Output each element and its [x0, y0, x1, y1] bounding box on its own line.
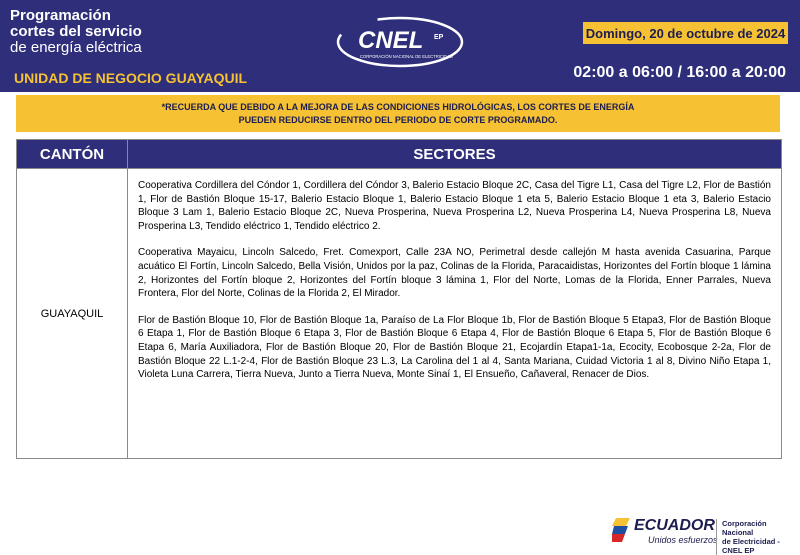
logo-wordmark: CNEL [358, 27, 424, 54]
notice-banner [16, 95, 780, 132]
column-header-sectors: SECTORES [128, 140, 782, 169]
footer-logo [612, 514, 792, 555]
sectors-paragraph-2: Cooperativa Mayaicu, Lincoln Salcedo, Fret. Comexport, Calle 23A NO, Perimetral desde callejón M hasta avenida Casuarina, Parque acuático El Fortín, Lincoln Salcedo, Bella Visión, Unidos por la paz, Colinas de la Florida, Paracaidistas, Horizontes del Fortín bloque 1 lámina 2, Horizontes del Fortín bloque 2, Horizontes del Fortín bloque 3 lámina 1, Flor del Norte, Lomas de la Florida, Enner Parrales, Nueva Frontera, Flor del Norte, Colinas de la Florida 2, El Mirador. [138, 247, 771, 300]
schedule-table [16, 139, 782, 459]
business-unit: UNIDAD DE NEGOCIO GUAYAQUIL [14, 70, 248, 86]
logo-subtitle: CORPORACIÓN NACIONAL DE ELECTRICIDAD [360, 54, 453, 59]
notice-line-1: *RECUERDA QUE DEBIDO A LA MEJORA DE LAS CONDICIONES HIDROLÓGICAS, LOS CORTES DE ENERGÍA [161, 101, 635, 112]
sectors-paragraph-3: Flor de Bastión Bloque 10, Flor de Bastión Bloque 1a, Paraíso de La Flor Bloque 1b, Flor de Bastión Bloque 5 Etapa3, Flor de Bastión Bloque 6 Etapa 1, Flor de Bastión Bloque 6 Etapa 3, Flor de Bastión Bloque 6 Etapa 4, Flor de Bastión Bloque 6 Etapa 5, Flor de Bastión Bloque 6 Etapa 6, María Auxiliadora, Flor de Bastión Bloque 20, Flor de Bastión Bloque 21, Ecojardín Etapa1-1a, Ecocity, Ecobosque 2-2a, Flor de Bastión Bloque 22 L.1-2-4, Flor de Bastión Bloque 23 L.3, La Carolina del 1 al 4, Santa Mariana, Cuidad Victoria 1 al 8, Divino Niño Etapa 1, Violeta Luna Carrera, Tierra Nueva, Junto a Tierra Nueva, Monte Sinaí 1, El Ensueño, Cañaveral, Renacer de Dios. [138, 314, 771, 381]
title-line-1: Programación [10, 7, 111, 24]
title-line-3: de energía eléctrica [10, 39, 142, 56]
cnel-logo-icon [330, 12, 470, 72]
footer-org [716, 519, 792, 555]
footer-slogan: Unidos esfuerzos [648, 535, 718, 545]
date-badge: Domingo, 20 de octubre de 2024 [583, 22, 788, 44]
sectors-paragraph-1: Cooperativa Cordillera del Cóndor 1, Cordillera del Cóndor 3, Balerio Estacio Bloque 2C, Casa del Tigre L1, Casa del Tigre L2, Flor de Bastión 1, Flor de Bastión Bloque 15-17, Balerio Estacio Bloque 1, Balerio Estacio Bloque 1 eta 5, Balerio Estacio Bloque 1 eta 3, Balerio Estacio Bloque 3 Lam 1, Balerio Estacio Bloque 2C, Nueva Prosperina, Nueva Prosperina L2, Nueva Prosperina L4, Nueva Prosperina L8, Nueva Prosperina L3, Tendido eléctrico 1, Tendido eléctrico 2. [138, 180, 771, 232]
footer-org-line-2: de Electricidad - CNEL EP [722, 537, 780, 555]
sectors-cell [128, 169, 782, 459]
column-header-canton: CANTÓN [17, 140, 128, 169]
footer-org-line-1: Corporación Nacional [722, 519, 767, 537]
table-header-row [17, 140, 782, 169]
logo-suffix: EP [434, 34, 444, 41]
notice-line-2: PUEDEN REDUCIRSE DENTRO DEL PERIODO DE CORTE PROGRAMADO. [238, 114, 558, 125]
table-row [17, 169, 782, 459]
ecuador-flag-icon [612, 518, 630, 542]
header-banner [0, 0, 800, 92]
outage-hours: 02:00 a 06:00 / 16:00 a 20:00 [573, 64, 786, 81]
title-line-2: cortes del servicio [10, 23, 142, 40]
canton-cell: GUAYAQUIL [17, 169, 128, 459]
footer-country: ECUADOR [634, 517, 715, 534]
page-title [10, 8, 142, 56]
